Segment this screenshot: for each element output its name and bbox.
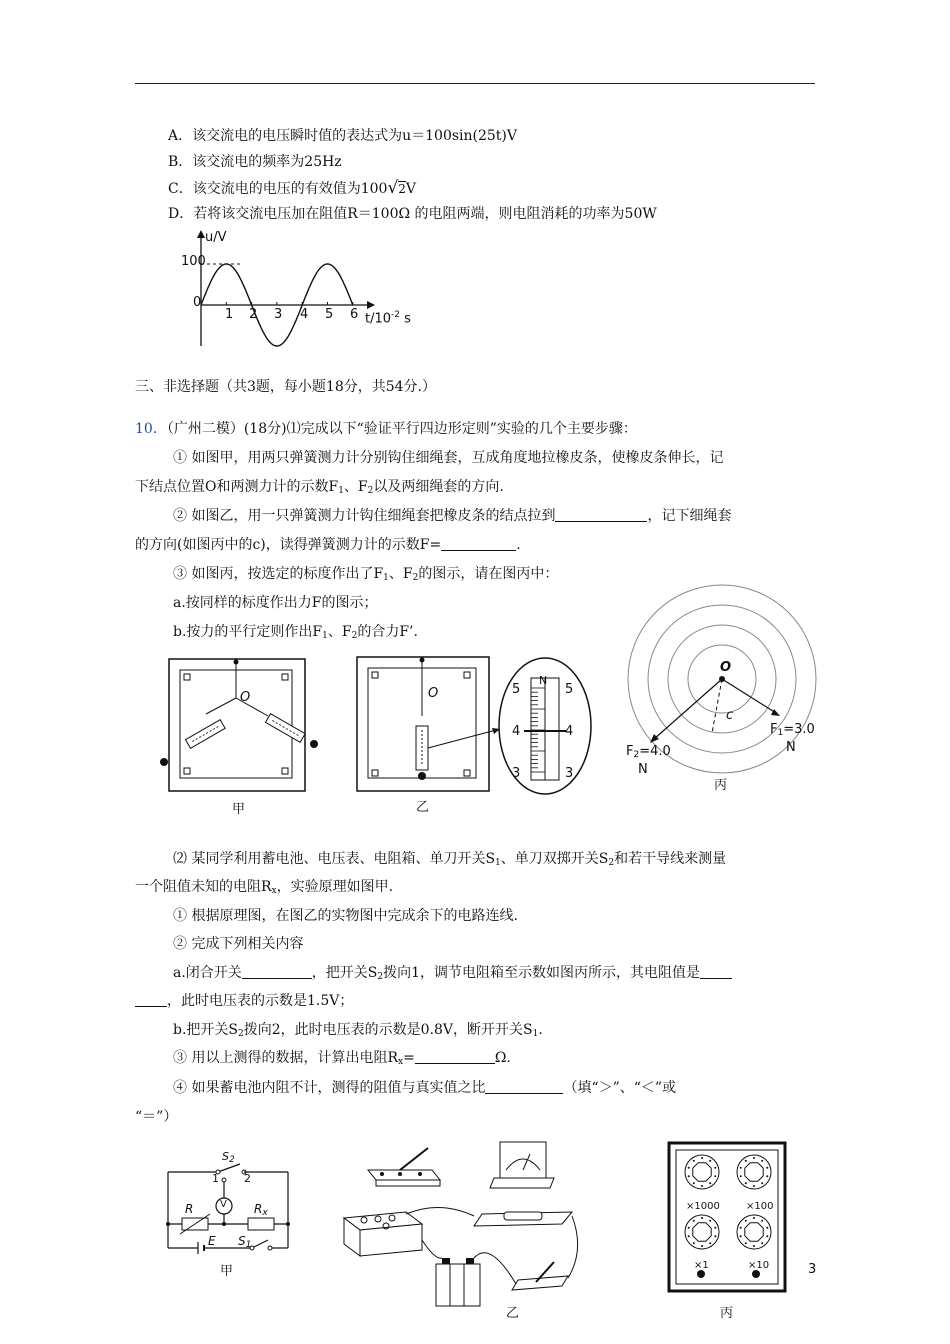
dial-digit-mark xyxy=(714,1175,716,1177)
dial-digit-mark xyxy=(745,1160,747,1162)
circuit-E-label: E xyxy=(208,1234,216,1248)
dial-x1000-label: ×1000 xyxy=(686,1201,720,1212)
x-axis-label: $t/10^{-2}$ s xyxy=(365,310,411,327)
dial-digit-mark xyxy=(753,1185,755,1187)
part2-b: b.把开关$S_2$拨向2，此时电压表的示数是0.8V，断开开关$S_1$. xyxy=(173,1022,543,1039)
dial-digit-mark xyxy=(766,1227,768,1229)
scale-unit: N xyxy=(539,674,548,687)
dial-digit-mark xyxy=(709,1242,711,1244)
resistor-board xyxy=(474,1212,572,1226)
dial-knob xyxy=(745,1163,763,1181)
part2-a: a.闭合开关 ，把开关$S_2$拨向1，调节电阻箱至示数如图丙所示，其电阻值是 xyxy=(135,962,853,988)
q10-step1a: ① 如图甲，用两只弹簧测力计分别钩住细绳套，互成角度地拉橡皮条，使橡皮条伸长，记 xyxy=(173,450,724,466)
x-tick-6: 6 xyxy=(350,307,359,322)
bing-F1-unit: N xyxy=(786,740,796,755)
part2-p1: ⑵ 某同学利用蓄电池、电压表、电阻箱、单刀开关$S_1$、单刀双掷开关$S_2$和若干导线来测量 xyxy=(173,851,727,868)
q10-step-b: b.按力的平行定则作出$F_1$、$F_2$的合力F’. xyxy=(173,624,418,641)
option-c: C．该交流电的电压的有效值为100√2V xyxy=(168,178,417,198)
scale-3-left: 3 xyxy=(512,766,521,781)
circuit-R-label: R xyxy=(185,1202,194,1216)
q10-step2b: 的方向(如图丙中的c)，读得弹簧测力计的示数F= . xyxy=(135,537,521,553)
double-throw-switch xyxy=(368,1148,440,1186)
bing-F2-unit: N xyxy=(638,762,648,777)
dial-digit-mark xyxy=(766,1235,768,1237)
part2-a-cont: ，此时电压表的示数是1.5V； xyxy=(135,990,815,1012)
part2-item1: ① 根据原理图，在图乙的实物图中完成余下的电路连线. xyxy=(173,908,518,924)
q10-step1b: 下结点位置O和两测力计的示数$F_1$、$F_2$以及两细绳套的方向. xyxy=(135,479,504,496)
option-d: D．若将该交流电压加在阻值R＝100Ω 的电阻两端，则电阻消耗的功率为50W xyxy=(168,206,657,222)
resistance-box xyxy=(344,1212,422,1256)
part2-item2: ② 完成下列相关内容 xyxy=(173,936,304,952)
circuit-term-2: 2 xyxy=(244,1172,251,1185)
fig1-jia-caption: 甲 xyxy=(232,802,246,817)
dial-digit-mark xyxy=(753,1157,755,1159)
section-heading: 三、非选择题（共3题，每小题18分，共54分.） xyxy=(135,379,436,395)
sine-graph xyxy=(175,228,435,348)
x-tick-2: 2 xyxy=(249,307,258,322)
voltmeter xyxy=(490,1142,554,1188)
apparatus-drawing xyxy=(340,1140,580,1315)
circuit-term-1: 1 xyxy=(212,1172,219,1185)
dial-knob xyxy=(693,1223,711,1241)
part2-c: ③ 用以上测得的数据，计算出电阻$R_x= \Omega$. xyxy=(173,1050,511,1067)
option-a: A．该交流电的电压瞬时值的表达式为u＝100sin(25t)V xyxy=(168,128,518,144)
dial-digit-mark xyxy=(709,1160,711,1162)
dial-digit-mark xyxy=(766,1175,768,1177)
dial-digit-mark xyxy=(688,1167,690,1169)
dial-x10-label: ×10 xyxy=(748,1260,770,1271)
circuit-voltmeter-label: V xyxy=(220,1199,227,1210)
dial-digit-mark xyxy=(709,1220,711,1222)
part2-d: ④ 如果蓄电池内阻不计，测得的阻值与真实值之比 （填“＞”、“＜”或 xyxy=(173,1080,677,1096)
scale-5-right: 5 xyxy=(565,682,574,697)
circuit-diagram xyxy=(160,1162,300,1252)
x-tick-1: 1 xyxy=(225,307,234,322)
dial-digit-mark xyxy=(761,1160,763,1162)
dial-knob xyxy=(693,1163,711,1181)
dial-x1-label: ×1 xyxy=(694,1260,709,1271)
bing-F2-label: $F_2=4.0$ xyxy=(626,744,671,760)
dial-digit-mark xyxy=(688,1175,690,1177)
dial-digit-mark xyxy=(714,1167,716,1169)
dial-digit-mark xyxy=(693,1220,695,1222)
part2-d-cont: “＝”） xyxy=(135,1109,178,1125)
dial-digit-mark xyxy=(701,1245,703,1247)
scale-4-right: 4 xyxy=(565,724,574,739)
dial-digit-mark xyxy=(701,1217,703,1219)
fig2-jia-caption: 甲 xyxy=(220,1264,234,1279)
dial-knob xyxy=(745,1223,763,1241)
bing-F1-label: $F_1=3.0$ xyxy=(770,722,815,738)
bing-c-label: c xyxy=(726,708,734,723)
bing-O-label: O xyxy=(720,660,732,675)
q10-head: 10．（广州二模）(18分)⑴完成以下“验证平行四边形定则”实验的几个主要步骤： xyxy=(135,421,637,437)
dial-digit-mark xyxy=(714,1235,716,1237)
dial-digit-mark xyxy=(761,1182,763,1184)
origin-label: 0 xyxy=(193,295,202,310)
dial-digit-mark xyxy=(745,1220,747,1222)
fig1-yi-caption: 乙 xyxy=(416,800,430,815)
yi-O-label: O xyxy=(428,686,439,701)
jia-O-label: O xyxy=(240,690,251,705)
scale-5-left: 5 xyxy=(512,682,521,697)
page-number: 3 xyxy=(808,1262,817,1277)
dial-x100-label: ×100 xyxy=(746,1201,774,1212)
dial-digit-mark xyxy=(709,1182,711,1184)
circuit-S2-label: $S_2$ xyxy=(222,1150,235,1165)
resistance-box-dials xyxy=(668,1142,788,1292)
q10-step-a: a.按同样的标度作出力F的图示； xyxy=(173,595,378,611)
scale-3-right: 3 xyxy=(565,766,574,781)
dial-digit-mark xyxy=(688,1235,690,1237)
dial-digit-mark xyxy=(753,1217,755,1219)
dial-digit-mark xyxy=(693,1160,695,1162)
circuit-Rx-label: $R_x$ xyxy=(254,1202,268,1218)
fig-yi-board xyxy=(356,656,616,796)
q10-step3: ③ 如图丙，按选定的标度作出了$F_1$、$F_2$的图示，请在图丙中： xyxy=(173,566,559,583)
dial-digit-mark xyxy=(740,1227,742,1229)
y-tick-100: 100 xyxy=(181,254,206,269)
dial-digit-mark xyxy=(740,1167,742,1169)
x-tick-3: 3 xyxy=(274,307,283,322)
part2-p2: 一个阻值未知的电阻$R_x$，实验原理如图甲. xyxy=(135,879,394,896)
dial-digit-mark xyxy=(761,1220,763,1222)
fig2-yi-caption: 乙 xyxy=(506,1306,520,1321)
dial-digit-mark xyxy=(753,1245,755,1247)
dial-digit-mark xyxy=(714,1227,716,1229)
dial-digit-mark xyxy=(745,1182,747,1184)
circuit-S1-label: $S_1$ xyxy=(238,1234,252,1250)
fig2-bing-caption: 丙 xyxy=(720,1306,734,1321)
scale-4-left: 4 xyxy=(512,724,521,739)
dial-digit-mark xyxy=(693,1242,695,1244)
y-axis-label: u/V xyxy=(205,230,227,245)
q10-step2a: ② 如图乙，用一只弹簧测力计钩住细绳套把橡皮条的结点拉到 ，记下细绳套 xyxy=(173,508,732,524)
fig-jia-board xyxy=(168,658,308,793)
dial-digit-mark xyxy=(766,1167,768,1169)
dial-digit-mark xyxy=(693,1182,695,1184)
option-b: B．该交流电的频率为25Hz xyxy=(168,154,342,170)
single-switch xyxy=(512,1262,568,1290)
dial-digit-mark xyxy=(701,1157,703,1159)
dial-digit-mark xyxy=(740,1175,742,1177)
battery xyxy=(436,1258,480,1306)
x-tick-4: 4 xyxy=(300,307,309,322)
x-tick-5: 5 xyxy=(325,307,334,322)
dial-digit-mark xyxy=(745,1242,747,1244)
dial-digit-mark xyxy=(701,1185,703,1187)
dial-digit-mark xyxy=(740,1235,742,1237)
dial-digit-mark xyxy=(761,1242,763,1244)
dial-digit-mark xyxy=(688,1227,690,1229)
header-rule xyxy=(135,83,815,84)
fig1-bing-caption: 丙 xyxy=(714,778,728,793)
